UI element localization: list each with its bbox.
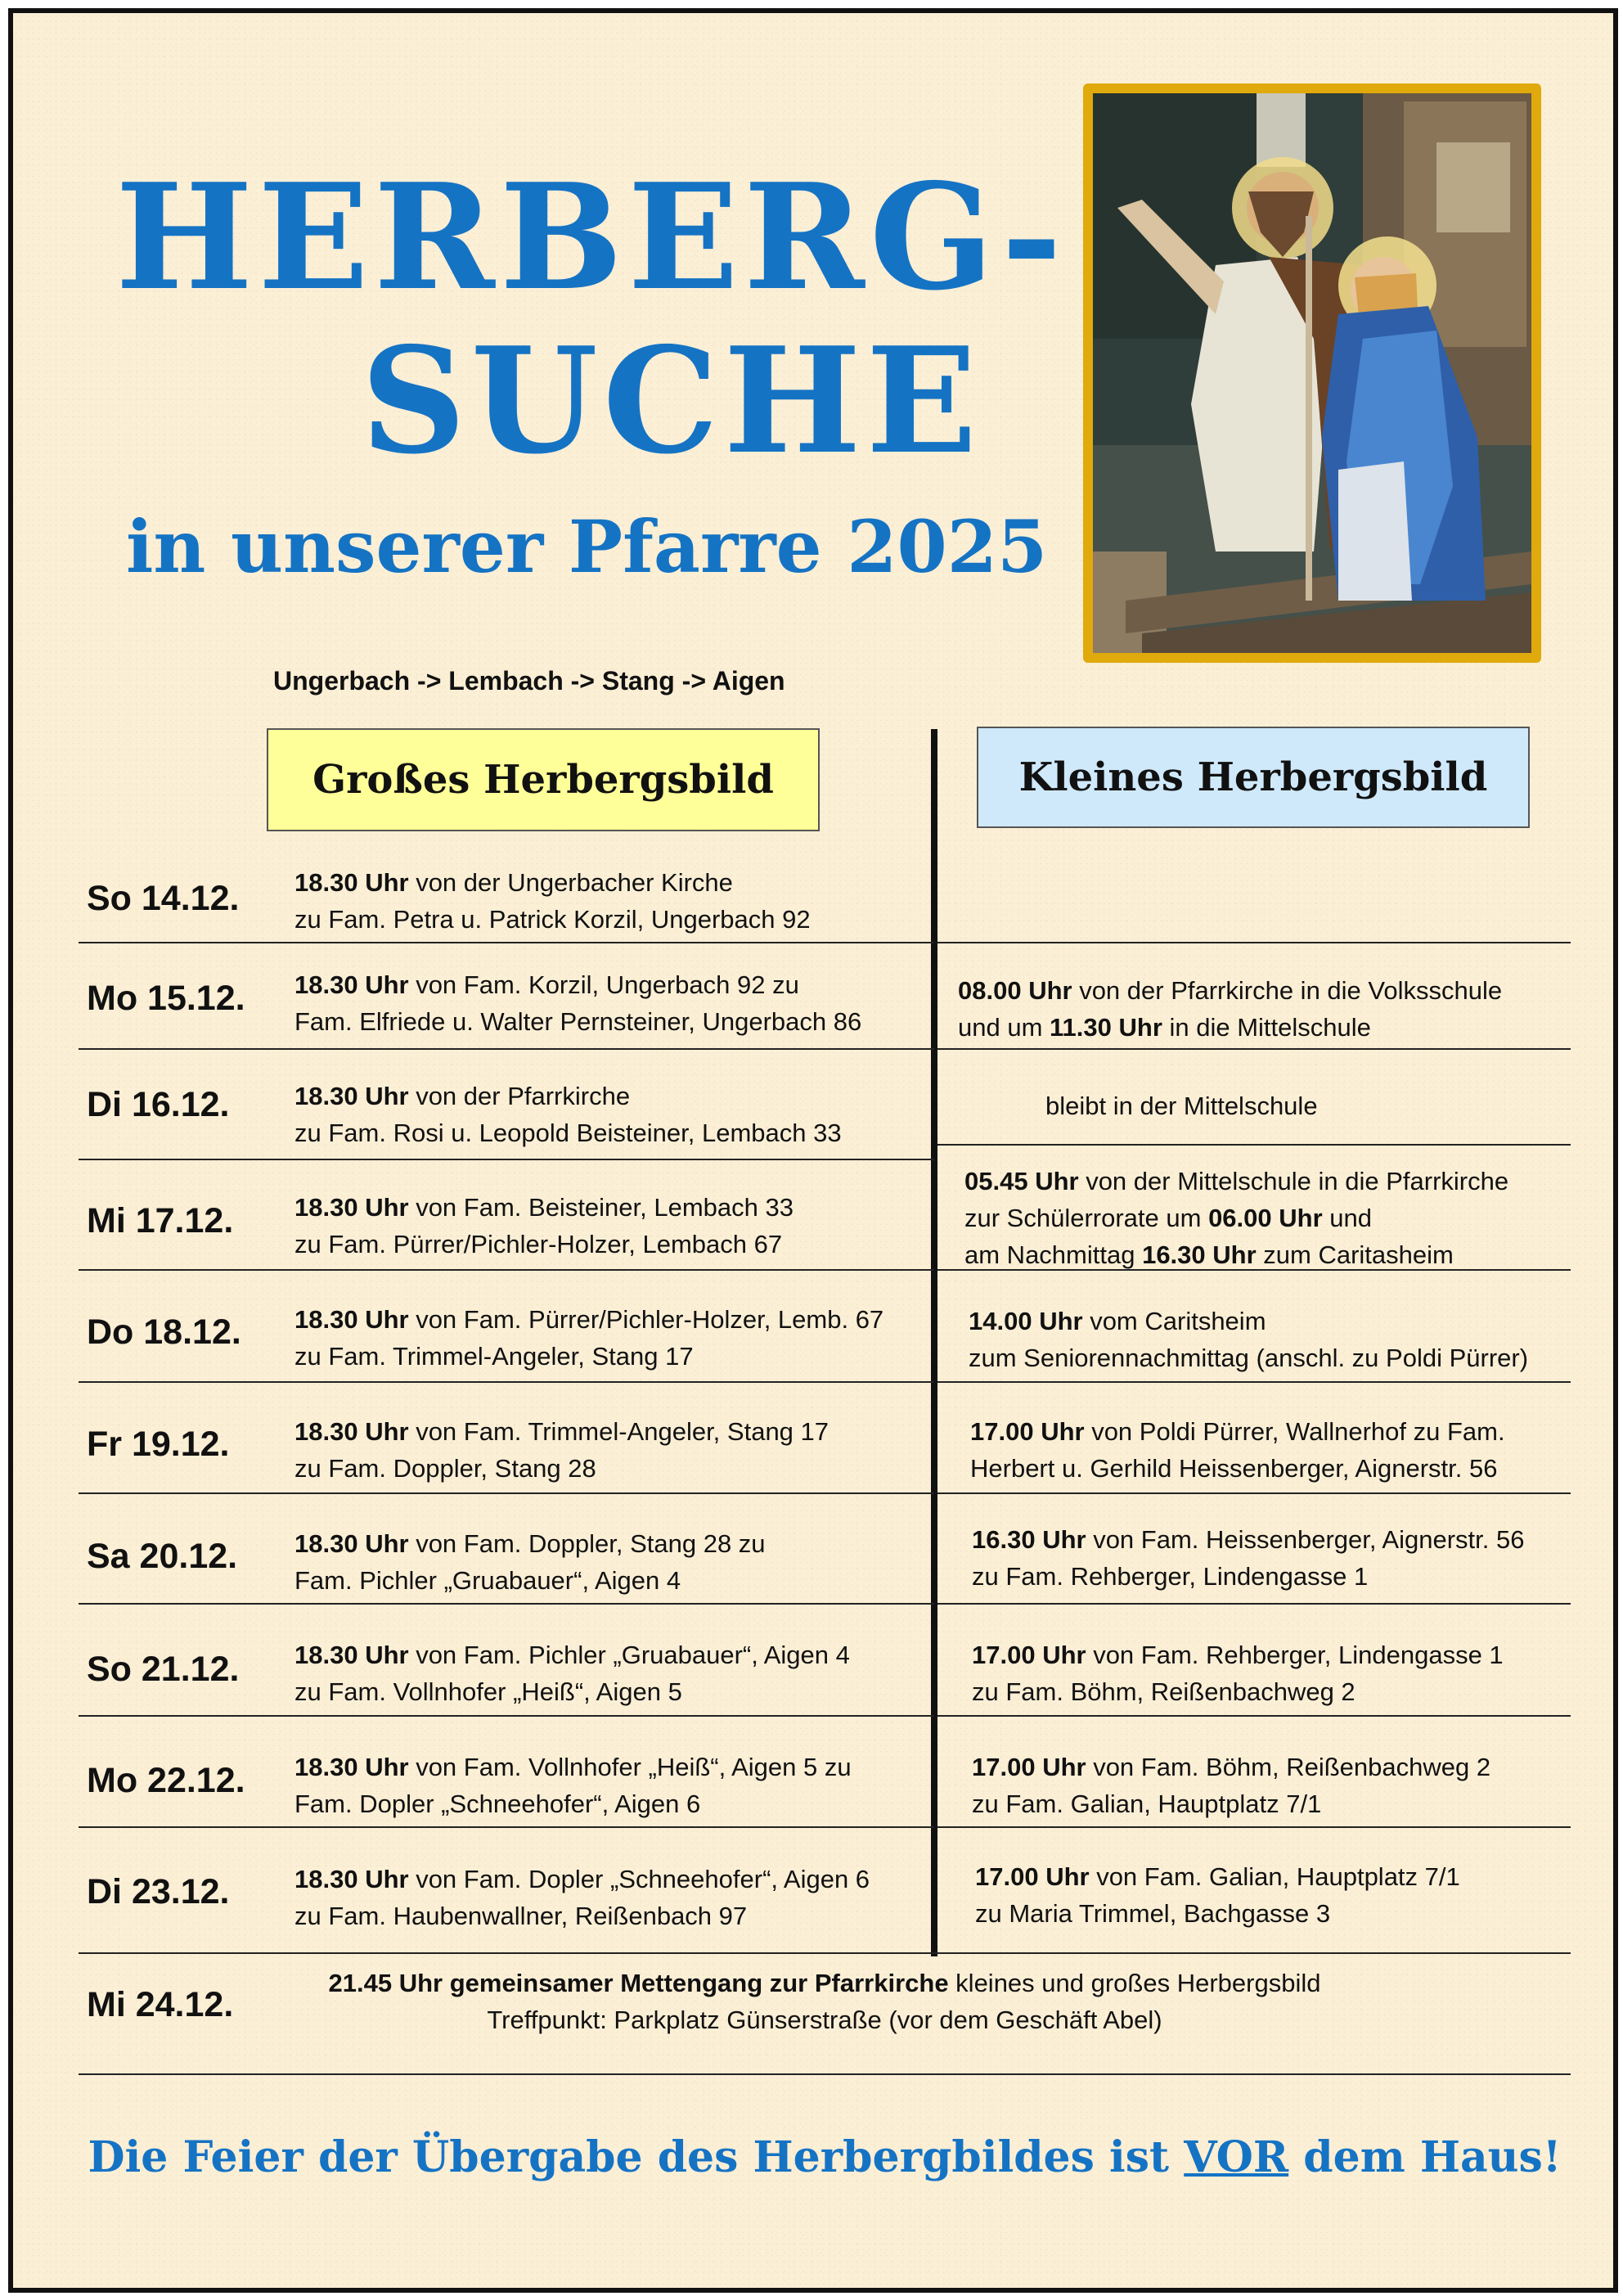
large-entry: 18.30 Uhr von Fam. Beisteiner, Lembach 33 zu Fam. Pürrer/Pichler-Holzer, Lembach 67 xyxy=(294,1193,794,1258)
painting-frame xyxy=(1083,83,1541,663)
footer-note: Die Feier der Übergabe des Herbergbildes ist VOR dem Haus! xyxy=(88,2132,1562,2182)
row-rule xyxy=(79,1269,934,1271)
large-entry: 18.30 Uhr von der Pfarrkirche zu Fam. Rosi u. Leopold Beisteiner, Lembach 33 xyxy=(294,1082,842,1147)
header-small-picture: Kleines Herbergsbild xyxy=(977,727,1530,828)
poster xyxy=(8,8,1618,2293)
title-line-2: SUCHE xyxy=(361,315,982,486)
small-entry: 14.00 Uhr vom Caritsheim zum Seniorennachmittag (anschl. zu Poldi Pürrer) xyxy=(969,1307,1529,1372)
large-entry: 18.30 Uhr von Fam. Pichler „Gruabauer“, Aigen 4 zu Fam. Vollnhofer „Heiß“, Aigen 5 xyxy=(294,1641,850,1706)
row-rule xyxy=(79,942,934,943)
day-label: Fr 19.12. xyxy=(87,1425,230,1464)
row-rule xyxy=(937,1715,1571,1717)
day-label: Di 16.12. xyxy=(87,1085,230,1124)
christmas-eve-entry: 21.45 Uhr gemeinsamer Mettengang zur Pfarrkirche kleines und großes Herbergsbild Treffpunkt: Parkplatz Günserstraße (vor dem Geschäft Abel) xyxy=(328,1969,1321,2034)
title-line-1: HERBERG- xyxy=(115,151,1068,322)
row-rule xyxy=(79,1603,934,1605)
large-entry: 18.30 Uhr von Fam. Trimmel-Angeler, Stang 17 zu Fam. Doppler, Stang 28 xyxy=(294,1417,829,1483)
day-label: Mi 17.12. xyxy=(87,1201,234,1240)
small-entry: 16.30 Uhr von Fam. Heissenberger, Aignerstr. 56 zu Fam. Rehberger, Lindengasse 1 xyxy=(972,1525,1525,1591)
row-rule xyxy=(79,1492,934,1494)
row-rule xyxy=(79,2073,1571,2075)
large-entry: 18.30 Uhr von Fam. Doppler, Stang 28 zu Fam. Pichler „Gruabauer“, Aigen 4 xyxy=(294,1529,766,1595)
subtitle: in unserer Pfarre 2025 xyxy=(126,504,1048,589)
small-entry: 08.00 Uhr von der Pfarrkirche in die Volksschule und um 11.30 Uhr in die Mittelschule xyxy=(958,976,1503,1042)
row-rule xyxy=(937,942,1571,943)
small-entry: 17.00 Uhr von Fam. Galian, Hauptplatz 7/1 zu Maria Trimmel, Bachgasse 3 xyxy=(975,1862,1460,1928)
row-rule xyxy=(79,1715,934,1717)
row-rule xyxy=(937,1144,1571,1146)
row-rule xyxy=(79,1952,1571,1954)
header-large-picture: Großes Herbergsbild xyxy=(267,728,820,831)
row-rule xyxy=(79,1826,934,1828)
row-rule xyxy=(79,1381,934,1383)
row-rule xyxy=(937,1826,1571,1828)
large-entry: 18.30 Uhr von Fam. Vollnhofer „Heiß“, Aigen 5 zu Fam. Dopler „Schneehofer“, Aigen 6 xyxy=(294,1753,852,1818)
day-label: Mo 15.12. xyxy=(87,979,245,1018)
day-label: So 14.12. xyxy=(87,879,240,918)
small-entry: 17.00 Uhr von Fam. Böhm, Reißenbachweg 2 zu Fam. Galian, Hauptplatz 7/1 xyxy=(972,1753,1491,1818)
day-label: Di 23.12. xyxy=(87,1872,230,1911)
small-entry: 05.45 Uhr von der Mittelschule in die Pfarrkirche zur Schülerrorate um 06.00 Uhr und am Nachmittag 16.30 Uhr zum Caritasheim xyxy=(964,1167,1509,1269)
small-entry: 17.00 Uhr von Fam. Rehberger, Lindengasse 1 zu Fam. Böhm, Reißenbachweg 2 xyxy=(972,1641,1504,1706)
route-text: Ungerbach -> Lembach -> Stang -> Aigen xyxy=(273,666,785,696)
large-entry: 18.30 Uhr von Fam. Korzil, Ungerbach 92 zu Fam. Elfriede u. Walter Pernsteiner, Ungerbach 86 xyxy=(294,970,862,1036)
large-entry: 18.30 Uhr von der Ungerbacher Kirche zu Fam. Petra u. Patrick Korzil, Ungerbach 92 xyxy=(294,868,811,934)
row-rule xyxy=(79,1159,934,1160)
large-entry: 18.30 Uhr von Fam. Dopler „Schneehofer“, Aigen 6 zu Fam. Haubenwallner, Reißenbach 97 xyxy=(294,1865,870,1930)
day-label: Mo 22.12. xyxy=(87,1761,245,1800)
day-label: Do 18.12. xyxy=(87,1312,241,1352)
row-rule xyxy=(79,1048,934,1050)
day-label: So 21.12. xyxy=(87,1650,240,1689)
day-label: Sa 20.12. xyxy=(87,1537,238,1576)
row-rule xyxy=(937,1492,1571,1494)
large-entry: 18.30 Uhr von Fam. Pürrer/Pichler-Holzer, Lemb. 67 zu Fam. Trimmel-Angeler, Stang 17 xyxy=(294,1305,884,1371)
column-divider xyxy=(931,729,937,1956)
row-rule xyxy=(937,1381,1571,1383)
row-rule xyxy=(937,1048,1571,1050)
small-entry: bleibt in der Mittelschule xyxy=(1045,1092,1318,1120)
small-entry: 17.00 Uhr von Poldi Pürrer, Wallnerhof zu Fam. Herbert u. Gerhild Heissenberger, Aignerstr. 56 xyxy=(970,1417,1505,1483)
holy-family-painting xyxy=(1093,93,1531,653)
row-rule xyxy=(937,1603,1571,1605)
day-label: Mi 24.12. xyxy=(87,1985,234,2024)
